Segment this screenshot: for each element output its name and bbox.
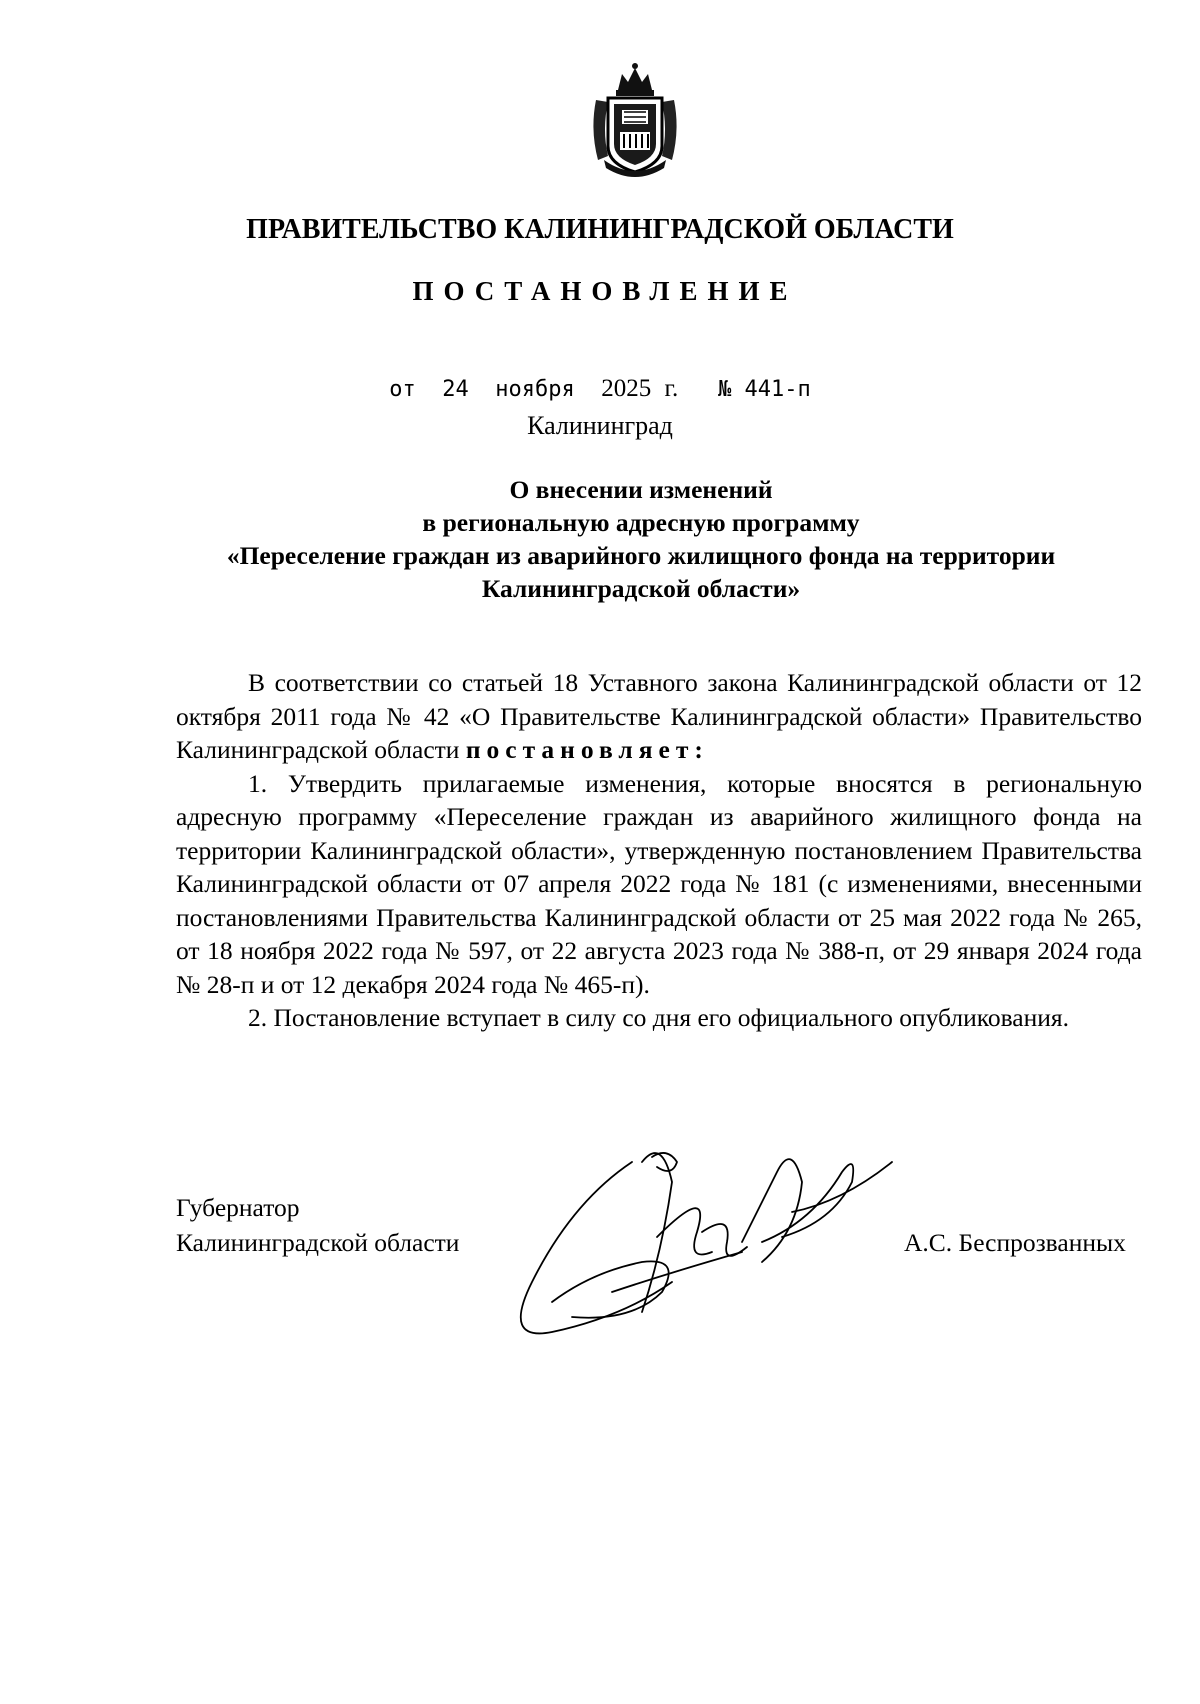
date-year-suffix: г. — [664, 375, 679, 402]
date-month: ноября — [495, 377, 575, 402]
handwritten-signature — [512, 1142, 902, 1348]
position-line: Калининградской области — [176, 1228, 460, 1257]
subject-line: Калининградской области» — [481, 574, 801, 603]
subject-line: «Переселение граждан из аварийного жилищного фонда на территории — [226, 541, 1056, 570]
city: Калининград — [527, 411, 673, 440]
date-and-number-line — [0, 375, 1200, 403]
date-year: 2025 — [601, 375, 652, 402]
document-number: 441-п — [744, 377, 811, 402]
document-type: ПОСТАНОВЛЕНИЕ — [412, 276, 798, 306]
item-1-paragraph: 1. Утвердить прилагаемые изменения, которые вносятся в региональную адресную программу «Переселение граждан из аварийного жилищного фонда на территории Калининградской области», утвержденную постановлением Правительства Калининградской области от 07 апреля 2022 года № 181 (с изменениями, внесенными постановлениями Правительства Калининградской области от 25 мая 2022 года № 265, от 18 ноября 2022 года № 597, от 22 августа 2023 года № 388-п, от 29 января 2024 года № 28-п и от 12 декабря 2024 года № 465-п). — [176, 768, 1142, 999]
coat-of-arms-icon — [588, 60, 682, 178]
preamble-action: постановляет: — [465, 735, 709, 764]
document-subject — [100, 473, 1182, 605]
document-body — [176, 666, 1142, 1035]
subject-line: в региональную адресную программу — [422, 508, 860, 537]
organization-title: ПРАВИТЕЛЬСТВО КАЛИНИНГРАДСКОЙ ОБЛАСТИ — [246, 214, 954, 245]
position-line: Губернатор — [176, 1193, 300, 1222]
date-prefix: от — [389, 377, 416, 402]
date-day: 24 — [442, 377, 469, 402]
signatory-name: А.С. Беспрозванных — [904, 1228, 1126, 1257]
subject-line: О внесении изменений — [509, 475, 773, 504]
preamble-text: В соответствии со статьей 18 Уставного закона Калининградской области от 12 октября 2011 года № 42 «О Правительстве Калининградской области» Правительство Калининградской области — [176, 668, 1142, 764]
preamble-paragraph — [176, 666, 1142, 767]
signatory-position — [176, 1190, 459, 1260]
number-sign: № — [717, 377, 732, 402]
item-2-paragraph: 2. Постановление вступает в силу со дня его официального опубликования. — [248, 1003, 1069, 1032]
